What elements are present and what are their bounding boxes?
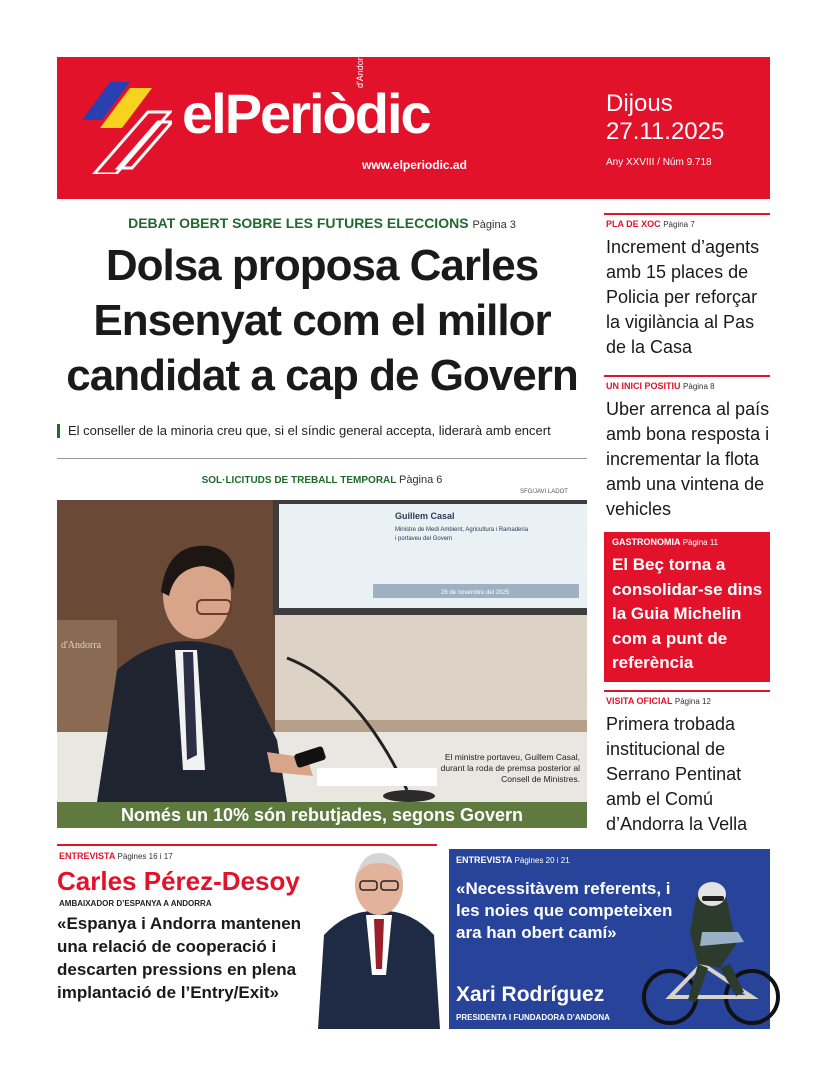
logo-wordmark[interactable]: elPeriòdic <box>182 82 430 145</box>
photo-kicker <box>57 474 587 486</box>
interview-kicker <box>456 855 570 865</box>
screen-title-2: i portaveu del Govern <box>395 536 453 542</box>
date-day: Dijous <box>606 90 673 117</box>
sidebar-kicker-page[interactable]: Pàgina 12 <box>674 697 711 706</box>
logo-subtext: d'Andorra <box>355 49 365 88</box>
main-kicker <box>57 215 587 231</box>
divider <box>57 458 587 459</box>
screen-title-1: Ministre de Medi Ambient, Agricultura i Ramaderia <box>395 527 529 533</box>
sidebar-kicker-page[interactable]: Pàgina 8 <box>683 382 715 391</box>
photo-credit: SFG/JAVI LADOT <box>520 489 568 495</box>
site-url[interactable]: www.elperiodic.ad <box>362 158 467 172</box>
interviewee-portrait <box>318 845 440 1029</box>
interview-kicker-pages[interactable]: Pàgines 20 i 21 <box>514 856 570 865</box>
date-full: 27.11.2025 <box>606 118 725 145</box>
interview-kicker-pages[interactable]: Pàgines 16 i 17 <box>117 852 173 861</box>
photo-headline[interactable]: Només un 10% són rebutjades, segons Govern <box>57 802 587 828</box>
sidebar-kicker <box>606 381 715 391</box>
issue-number: Any XXVIII / Núm 9.718 <box>606 157 712 168</box>
sidebar-kicker <box>606 696 711 706</box>
photo-kicker-page[interactable]: Pàgina 6 <box>398 474 443 486</box>
screen-name: Guillem Casal <box>395 511 455 521</box>
sidebar-kicker <box>606 219 695 229</box>
interview-kicker-text: ENTREVISTA <box>59 851 116 861</box>
main-subhead: El conseller de la minoria creu que, si el síndic general accepta, liderarà amb encert <box>57 424 587 438</box>
interview-kicker <box>59 851 173 861</box>
sidebar-divider <box>604 213 770 215</box>
logo-stripes-icon <box>82 82 172 174</box>
sidebar-divider <box>604 375 770 377</box>
interviewee-name[interactable]: Carles Pérez-Desoy <box>57 866 300 896</box>
sidebar-story-3[interactable]: El Beç torna a consolidar-se dins la Guia Michelin com a punt de referència <box>612 555 763 672</box>
interviewee-role: AMBAIXADOR D’ESPANYA A ANDORRA <box>59 899 212 908</box>
sidebar-divider <box>604 690 770 692</box>
interview-kicker-text: ENTREVISTA <box>456 855 513 865</box>
headline-line: Ensenyat com el millor <box>93 296 551 345</box>
main-headline[interactable] <box>57 238 587 403</box>
interviewee-role: PRESIDENTA I FUNDADORA D’ANDONA <box>456 1013 610 1022</box>
sidebar-story-1[interactable]: Increment d’agents amb 15 places de Policia per reforçar la vigilància al Pas de la Casa <box>606 237 760 357</box>
interview-quote[interactable]: «Necessitàvem referents, i les noies que competeixen ara han obert camí» <box>456 879 673 942</box>
photo-caption: El ministre portaveu, Guillem Casal, durant la roda de premsa posterior al Consell de Ministres. <box>440 752 580 784</box>
sidebar-kicker-text: PLA DE XOC <box>606 219 661 229</box>
photo-kicker-text: SOL·LICITUDS DE TREBALL TEMPORAL <box>201 475 397 486</box>
main-kicker-page[interactable]: Pàgina 3 <box>472 219 516 231</box>
headline-line: candidat a cap de Govern <box>66 351 578 400</box>
main-kicker-text: DEBAT OBERT SOBRE LES FUTURES ELECCIONS <box>128 215 469 231</box>
sidebar-kicker-text: UN INICI POSITIU <box>606 381 681 391</box>
sidebar-story-2[interactable]: Uber arrenca al país amb bona resposta i incrementar la flota amb una vintena de vehicles <box>606 399 770 519</box>
interview-quote[interactable]: «Espanya i Andorra mantenen una relació de cooperació i descarten pressions en plena implantació de l’Entry/Exit» <box>57 914 302 1002</box>
wall-text: d'Andorra <box>61 640 102 651</box>
screen-date: 26 de novembre del 2025 <box>441 590 510 596</box>
sidebar-kicker <box>612 537 718 547</box>
sidebar-story-4[interactable]: Primera trobada institucional de Serrano Pentinat amb el Comú d’Andorra la Vella <box>606 714 748 834</box>
sidebar-kicker-page[interactable]: Pàgina 11 <box>682 538 719 547</box>
sidebar-kicker-text: VISITA OFICIAL <box>606 696 673 706</box>
sidebar-kicker-text: GASTRONOMIA <box>612 537 681 547</box>
interviewee-name[interactable]: Xari Rodríguez <box>456 983 605 1006</box>
sidebar-kicker-page[interactable]: Pàgina 7 <box>663 220 695 229</box>
headline-line: Dolsa proposa Carles <box>105 241 539 290</box>
